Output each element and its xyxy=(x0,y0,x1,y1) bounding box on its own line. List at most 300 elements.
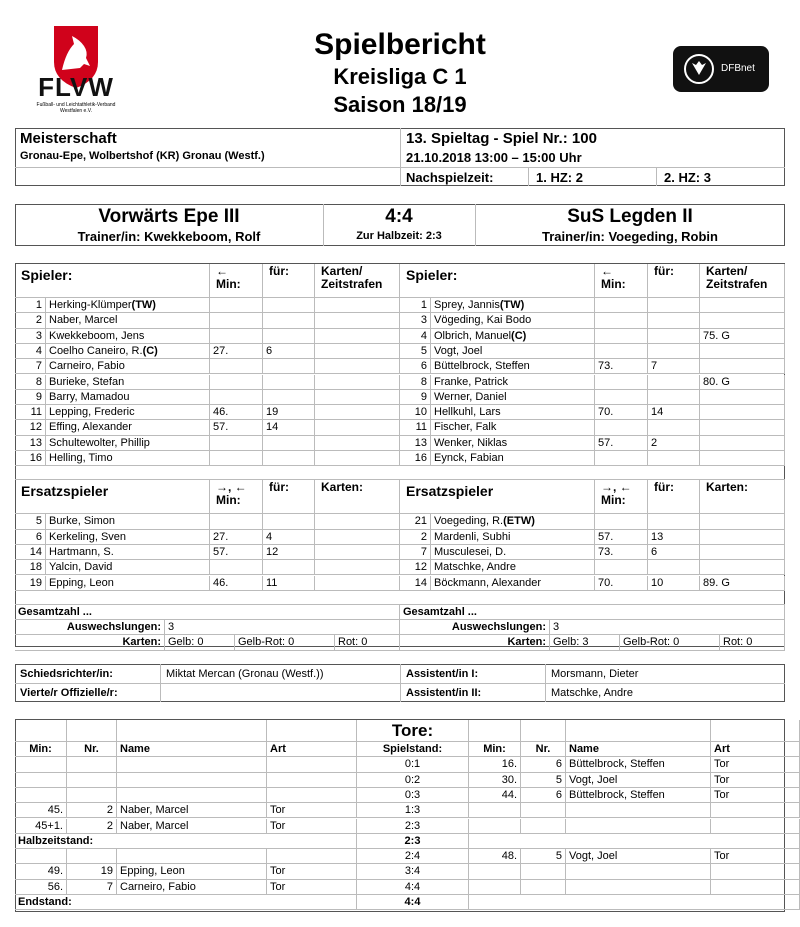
away-player-minute: 70. xyxy=(595,405,648,420)
goal-score: 2:3 xyxy=(357,819,469,834)
away-col-cards-header xyxy=(700,264,785,298)
home-player-number: 4 xyxy=(15,344,46,359)
matchday: 13. Spieltag - Spiel Nr.: 100 xyxy=(406,130,597,147)
away-player-card xyxy=(700,405,785,420)
away-player-number: 21 xyxy=(400,514,431,529)
away-player-minute xyxy=(595,329,648,344)
home-goal-nr: 2 xyxy=(67,803,117,818)
home-player-name-text: Herking-Klümper xyxy=(49,299,132,311)
fourth-official-label: Vierte/r Offizielle/r: xyxy=(20,687,118,699)
away-goal-art: Tor xyxy=(711,773,800,788)
home-player-minute xyxy=(210,359,263,374)
away-player-number: 1 xyxy=(400,298,431,313)
away-yellow-count: Gelb: 3 xyxy=(550,635,620,650)
dfbnet-logo-text: DFBnet xyxy=(721,63,755,74)
home-goal-min-header: Min: xyxy=(15,742,67,757)
goals-title-spacer xyxy=(67,720,117,742)
goal-score: 4:4 xyxy=(357,880,469,895)
home-player-name xyxy=(46,344,210,359)
away-player-card xyxy=(700,390,785,405)
away-goal-nr-header: Nr. xyxy=(521,742,566,757)
home-goal-min xyxy=(15,773,67,788)
home-col-minute-header-sub: Min: xyxy=(216,277,241,291)
away-player-name xyxy=(431,514,595,529)
away-player-for: 7 xyxy=(648,359,700,374)
away-goal-name-header: Name xyxy=(566,742,711,757)
away-player-number: 10 xyxy=(400,405,431,420)
away-player-name-text: Voegeding, R. xyxy=(434,515,504,528)
away-yellowred-count: Gelb-Rot: 0 xyxy=(620,635,720,650)
goal-score: 0:2 xyxy=(357,773,469,788)
away-player-name xyxy=(431,436,595,451)
home-player-name-text: Kerkeling, Sven xyxy=(49,530,127,543)
home-player-name xyxy=(46,420,210,435)
home-player-for xyxy=(263,329,315,344)
away-player-for xyxy=(648,420,700,435)
home-goal-nr: 19 xyxy=(67,864,117,879)
away-player-card xyxy=(700,420,785,435)
away-player-name xyxy=(431,576,595,591)
away-player-name-text: Büttelbrock, Steffen xyxy=(434,360,530,373)
home-player-for xyxy=(263,359,315,374)
flvw-logo xyxy=(28,22,124,122)
away-total-label: Gesamtzahl ... xyxy=(400,605,785,620)
away-player-for xyxy=(648,313,700,328)
away-red-count: Rot: 0 xyxy=(720,635,785,650)
home-goal-art: Tor xyxy=(267,819,357,834)
home-player-minute: 27. xyxy=(210,530,263,545)
away-player-card: 75. G xyxy=(700,329,785,344)
page-title: Spielbericht xyxy=(314,28,486,61)
home-col-for-header xyxy=(263,264,315,298)
goal-score: 2:3 xyxy=(357,834,469,849)
home-player-for xyxy=(263,514,315,529)
home-player-card xyxy=(315,420,400,435)
away-col-for-header xyxy=(648,480,700,514)
away-goal-art xyxy=(711,819,800,834)
home-player-card xyxy=(315,375,400,390)
home-player-for xyxy=(263,375,315,390)
home-player-minute xyxy=(210,313,263,328)
home-player-name-text: Hartmann, S. xyxy=(49,545,114,558)
away-player-name xyxy=(431,405,595,420)
away-player-name-text: Wenker, Niklas xyxy=(434,436,508,449)
away-col-players-header-text: Spieler: xyxy=(406,267,458,283)
home-goal-nr xyxy=(67,773,117,788)
home-col-cards-header-sub: Zeitstrafen xyxy=(321,277,383,291)
home-goal-nr: 7 xyxy=(67,880,117,895)
home-player-number: 16 xyxy=(15,451,46,466)
home-player-card xyxy=(315,405,400,420)
away-player-for xyxy=(648,560,700,575)
away-player-name xyxy=(431,313,595,328)
home-goal-name xyxy=(117,773,267,788)
home-player-minute xyxy=(210,514,263,529)
goal-score: 1:3 xyxy=(357,803,469,818)
away-player-card xyxy=(700,514,785,529)
away-player-number: 13 xyxy=(400,436,431,451)
league-name: Kreisliga C 1 xyxy=(333,64,467,89)
home-player-minute xyxy=(210,298,263,313)
home-goal-art xyxy=(267,773,357,788)
away-player-name xyxy=(431,545,595,560)
home-player-number: 11 xyxy=(15,405,46,420)
away-player-number: 8 xyxy=(400,375,431,390)
home-goal-min xyxy=(15,757,67,772)
goal-score: 2:4 xyxy=(357,849,469,864)
home-goal-name: Epping, Leon xyxy=(117,864,267,879)
assistant2-label: Assistent/in II: xyxy=(406,687,482,699)
home-player-name xyxy=(46,514,210,529)
home-goal-min: 49. xyxy=(15,864,67,879)
home-player-name-text: Kwekkeboom, Jens xyxy=(49,329,145,342)
away-player-name xyxy=(431,390,595,405)
away-player-number: 3 xyxy=(400,313,431,328)
home-player-card xyxy=(315,560,400,575)
away-player-for: 6 xyxy=(648,545,700,560)
home-subs-label: Auswechslungen: xyxy=(15,620,165,635)
away-player-name-text: Böckmann, Alexander xyxy=(434,576,542,589)
extra-time-second-half: 2. HZ: 3 xyxy=(664,170,711,185)
home-goal-nr xyxy=(67,849,117,864)
away-col-minute-header xyxy=(595,264,648,298)
goal-score: 4:4 xyxy=(357,895,469,910)
home-player-name xyxy=(46,329,210,344)
away-player-name-text: Musculesei, D. xyxy=(434,545,507,558)
away-col-minute-header-text: →, ← xyxy=(601,480,632,495)
away-player-card xyxy=(700,560,785,575)
home-col-cards-header xyxy=(315,480,400,514)
away-player-for xyxy=(648,514,700,529)
home-player-number: 12 xyxy=(15,420,46,435)
away-goal-min: 48. xyxy=(469,849,521,864)
away-player-for: 2 xyxy=(648,436,700,451)
away-player-number: 2 xyxy=(400,530,431,545)
home-goal-nr: 2 xyxy=(67,819,117,834)
goal-score-header: Spielstand: xyxy=(357,742,469,757)
home-player-for: 6 xyxy=(263,344,315,359)
away-goal-min xyxy=(469,880,521,895)
away-goal-nr xyxy=(521,880,566,895)
home-red-count: Rot: 0 xyxy=(335,635,400,650)
away-player-minute: 70. xyxy=(595,576,648,591)
away-col-players-header xyxy=(400,264,595,298)
away-player-tag: (ETW) xyxy=(503,515,535,528)
away-goal-min-header: Min: xyxy=(469,742,521,757)
home-player-for xyxy=(263,560,315,575)
home-col-minute-header-sub: Min: xyxy=(216,493,241,508)
away-player-for: 13 xyxy=(648,530,700,545)
goals-title-spacer xyxy=(711,720,800,742)
home-goal-min xyxy=(15,788,67,803)
away-goal-min xyxy=(469,803,521,818)
away-player-number: 11 xyxy=(400,420,431,435)
referee-name: Miktat Mercan (Gronau (Westf.)) xyxy=(166,668,324,680)
home-player-name-text: Lepping, Frederic xyxy=(49,406,135,419)
away-player-name xyxy=(431,560,595,575)
home-goal-name xyxy=(117,788,267,803)
home-yellowred-count: Gelb-Rot: 0 xyxy=(235,635,335,650)
home-player-for: 14 xyxy=(263,420,315,435)
home-goal-art xyxy=(267,788,357,803)
home-col-cards-header-text: Karten/ xyxy=(321,264,363,278)
home-player-number: 5 xyxy=(15,514,46,529)
assistant1-name: Morsmann, Dieter xyxy=(551,668,639,680)
home-player-name-text: Effing, Alexander xyxy=(49,421,132,434)
home-goal-min xyxy=(15,849,67,864)
away-player-number: 9 xyxy=(400,390,431,405)
away-col-for-header xyxy=(648,264,700,298)
halftime-score: Zur Halbzeit: 2:3 xyxy=(356,230,442,242)
goals-title-spacer xyxy=(521,720,566,742)
home-col-for-header-text: für: xyxy=(269,264,289,278)
home-goal-name: Carneiro, Fabio xyxy=(117,880,267,895)
halftime-label: Halbzeitstand: xyxy=(15,834,357,849)
home-goal-name xyxy=(117,757,267,772)
home-player-card xyxy=(315,313,400,328)
home-player-name xyxy=(46,298,210,313)
home-player-minute xyxy=(210,390,263,405)
away-goal-art: Tor xyxy=(711,849,800,864)
home-player-name xyxy=(46,390,210,405)
away-team: SuS Legden II xyxy=(567,206,693,227)
home-player-minute: 57. xyxy=(210,545,263,560)
season: Saison 18/19 xyxy=(333,92,467,117)
home-total-label: Gesamtzahl ... xyxy=(15,605,400,620)
away-player-name-text: Hellkuhl, Lars xyxy=(434,406,501,419)
home-player-name-text: Barry, Mamadou xyxy=(49,390,130,403)
goals-title-spacer xyxy=(117,720,267,742)
referee-label: Schiedsrichter/in: xyxy=(20,668,113,680)
match-datetime: 21.10.2018 13:00 – 15:00 Uhr xyxy=(406,150,582,165)
extra-time-label: Nachspielzeit: xyxy=(406,170,494,185)
home-player-for xyxy=(263,390,315,405)
home-player-card xyxy=(315,514,400,529)
away-col-for-header-text: für: xyxy=(654,480,674,495)
home-goal-min: 45+1. xyxy=(15,819,67,834)
goal-score: 0:3 xyxy=(357,788,469,803)
home-player-name-text: Burieke, Stefan xyxy=(49,375,125,388)
away-col-cards-header-text: Karten/ xyxy=(706,264,748,278)
away-player-minute xyxy=(595,420,648,435)
home-player-minute: 27. xyxy=(210,344,263,359)
home-player-number: 3 xyxy=(15,329,46,344)
home-player-name xyxy=(46,359,210,374)
home-player-card xyxy=(315,329,400,344)
away-subs-count: 3 xyxy=(550,620,785,635)
away-goal-min xyxy=(469,864,521,879)
away-col-minute-header xyxy=(595,480,648,514)
away-player-card xyxy=(700,436,785,451)
home-player-name xyxy=(46,405,210,420)
away-player-for xyxy=(648,375,700,390)
away-goal-nr: 5 xyxy=(521,773,566,788)
away-player-name-text: Olbrich, Manuel xyxy=(434,329,512,342)
home-subs-count: 3 xyxy=(165,620,400,635)
away-player-tag: (C) xyxy=(511,329,527,342)
home-col-cards-header-text: Karten: xyxy=(321,480,364,495)
home-player-name-text: Helling, Timo xyxy=(49,452,113,464)
home-col-minute-header-text: ← xyxy=(216,264,228,278)
away-player-minute: 73. xyxy=(595,545,648,560)
home-goal-nr xyxy=(67,788,117,803)
home-goal-name-header: Name xyxy=(117,742,267,757)
assistant2-name: Matschke, Andre xyxy=(551,687,633,699)
home-goal-nr-header: Nr. xyxy=(67,742,117,757)
goal-empty xyxy=(469,895,800,910)
home-player-card xyxy=(315,359,400,374)
goals-title-spacer xyxy=(15,720,67,742)
away-player-minute xyxy=(595,451,648,466)
home-player-minute: 46. xyxy=(210,576,263,591)
goal-score: 3:4 xyxy=(357,864,469,879)
away-col-players-header-text: Ersatzspieler xyxy=(406,483,494,500)
home-col-players-header-text: Ersatzspieler xyxy=(21,483,109,500)
home-player-minute: 57. xyxy=(210,420,263,435)
home-player-number: 7 xyxy=(15,359,46,374)
away-subs-label: Auswechslungen: xyxy=(400,620,550,635)
away-player-card: 80. G xyxy=(700,375,785,390)
home-player-name xyxy=(46,375,210,390)
home-col-minute-header xyxy=(210,480,263,514)
away-goal-nr xyxy=(521,864,566,879)
away-goal-name xyxy=(566,803,711,818)
away-player-name xyxy=(431,420,595,435)
away-goal-min xyxy=(469,819,521,834)
home-player-minute xyxy=(210,329,263,344)
away-goal-min: 44. xyxy=(469,788,521,803)
away-goal-name: Büttelbrock, Steffen xyxy=(566,788,711,803)
away-goal-min: 30. xyxy=(469,773,521,788)
goals-title-spacer xyxy=(469,720,521,742)
home-goal-min: 56. xyxy=(15,880,67,895)
subs-gap xyxy=(15,591,785,605)
home-player-minute xyxy=(210,560,263,575)
home-player-number: 13 xyxy=(15,436,46,451)
home-player-name xyxy=(46,560,210,575)
home-player-number: 6 xyxy=(15,530,46,545)
home-goal-name: Naber, Marcel xyxy=(117,819,267,834)
home-player-name-text: Carneiro, Fabio xyxy=(49,360,125,373)
away-col-players-header xyxy=(400,480,595,514)
away-player-minute: 57. xyxy=(595,436,648,451)
home-player-number: 2 xyxy=(15,313,46,328)
away-col-cards-header-sub: Zeitstrafen xyxy=(706,277,768,291)
away-player-name-text: Matschke, Andre xyxy=(434,561,516,574)
away-player-name-text: Werner, Daniel xyxy=(434,390,507,403)
away-player-number: 6 xyxy=(400,359,431,374)
away-player-name-text: Vögeding, Kai Bodo xyxy=(434,314,532,327)
away-player-minute: 73. xyxy=(595,359,648,374)
dfbnet-logo xyxy=(673,46,769,92)
home-goal-min: 45. xyxy=(15,803,67,818)
home-player-for: 4 xyxy=(263,530,315,545)
home-player-name-text: Yalcin, David xyxy=(49,561,113,574)
away-player-for xyxy=(648,298,700,313)
away-goal-nr: 6 xyxy=(521,757,566,772)
home-goal-name: Naber, Marcel xyxy=(117,803,267,818)
away-player-number: 16 xyxy=(400,451,431,466)
away-goal-art xyxy=(711,880,800,895)
home-player-card xyxy=(315,451,400,466)
away-player-minute xyxy=(595,514,648,529)
away-goal-name: Büttelbrock, Steffen xyxy=(566,757,711,772)
home-col-cards-header xyxy=(315,264,400,298)
home-player-name-text: Epping, Leon xyxy=(49,576,114,589)
away-player-name xyxy=(431,451,595,466)
home-player-minute xyxy=(210,375,263,390)
away-player-name-text: Eynck, Fabian xyxy=(434,452,504,464)
away-player-minute xyxy=(595,390,648,405)
home-goal-nr xyxy=(67,757,117,772)
away-player-card xyxy=(700,313,785,328)
away-player-name-text: Fischer, Falk xyxy=(434,421,497,434)
final-score: 4:4 xyxy=(385,206,413,227)
home-col-minute-header xyxy=(210,264,263,298)
home-col-for-header-text: für: xyxy=(269,480,289,495)
lineup-gap xyxy=(15,466,785,480)
home-goal-name xyxy=(117,849,267,864)
away-col-minute-header-sub: Min: xyxy=(601,277,626,291)
away-player-for xyxy=(648,344,700,359)
away-goal-art: Tor xyxy=(711,757,800,772)
home-player-for xyxy=(263,451,315,466)
home-player-for xyxy=(263,298,315,313)
away-player-for: 10 xyxy=(648,576,700,591)
home-player-number: 9 xyxy=(15,390,46,405)
home-player-for xyxy=(263,436,315,451)
away-player-minute xyxy=(595,313,648,328)
home-player-name-text: Schultewolter, Phillip xyxy=(49,436,150,449)
away-player-card xyxy=(700,359,785,374)
away-player-name-text: Sprey, Jannis xyxy=(434,299,500,311)
home-col-players-header-text: Spieler: xyxy=(21,267,73,283)
away-col-for-header-text: für: xyxy=(654,264,674,278)
home-goal-art xyxy=(267,849,357,864)
away-player-for: 14 xyxy=(648,405,700,420)
away-player-for xyxy=(648,451,700,466)
home-player-card xyxy=(315,530,400,545)
away-player-number: 12 xyxy=(400,560,431,575)
away-goal-art: Tor xyxy=(711,788,800,803)
goals-title-spacer xyxy=(566,720,711,742)
away-col-cards-header xyxy=(700,480,785,514)
home-player-for: 12 xyxy=(263,545,315,560)
home-player-name-text: Naber, Marcel xyxy=(49,314,118,327)
away-player-number: 4 xyxy=(400,329,431,344)
home-player-name-text: Coelho Caneiro, R. xyxy=(49,344,143,357)
home-team: Vorwärts Epe III xyxy=(98,206,240,227)
home-player-card xyxy=(315,576,400,591)
home-coach: Trainer/in: Kwekkeboom, Rolf xyxy=(77,229,261,244)
away-player-card xyxy=(700,530,785,545)
away-player-name xyxy=(431,359,595,374)
away-goal-name xyxy=(566,880,711,895)
home-player-card xyxy=(315,390,400,405)
away-goal-min: 16. xyxy=(469,757,521,772)
goals-title: Tore: xyxy=(357,720,469,742)
flvw-logo-text: FLVW xyxy=(38,72,114,102)
home-player-name xyxy=(46,545,210,560)
away-player-name xyxy=(431,329,595,344)
away-player-name xyxy=(431,530,595,545)
away-goal-nr xyxy=(521,803,566,818)
away-player-name-text: Franke, Patrick xyxy=(434,375,508,388)
extra-time-first-half: 1. HZ: 2 xyxy=(536,170,583,185)
home-player-name xyxy=(46,313,210,328)
home-col-minute-header-text: →, ← xyxy=(216,480,247,495)
away-goal-name: Vogt, Joel xyxy=(566,773,711,788)
